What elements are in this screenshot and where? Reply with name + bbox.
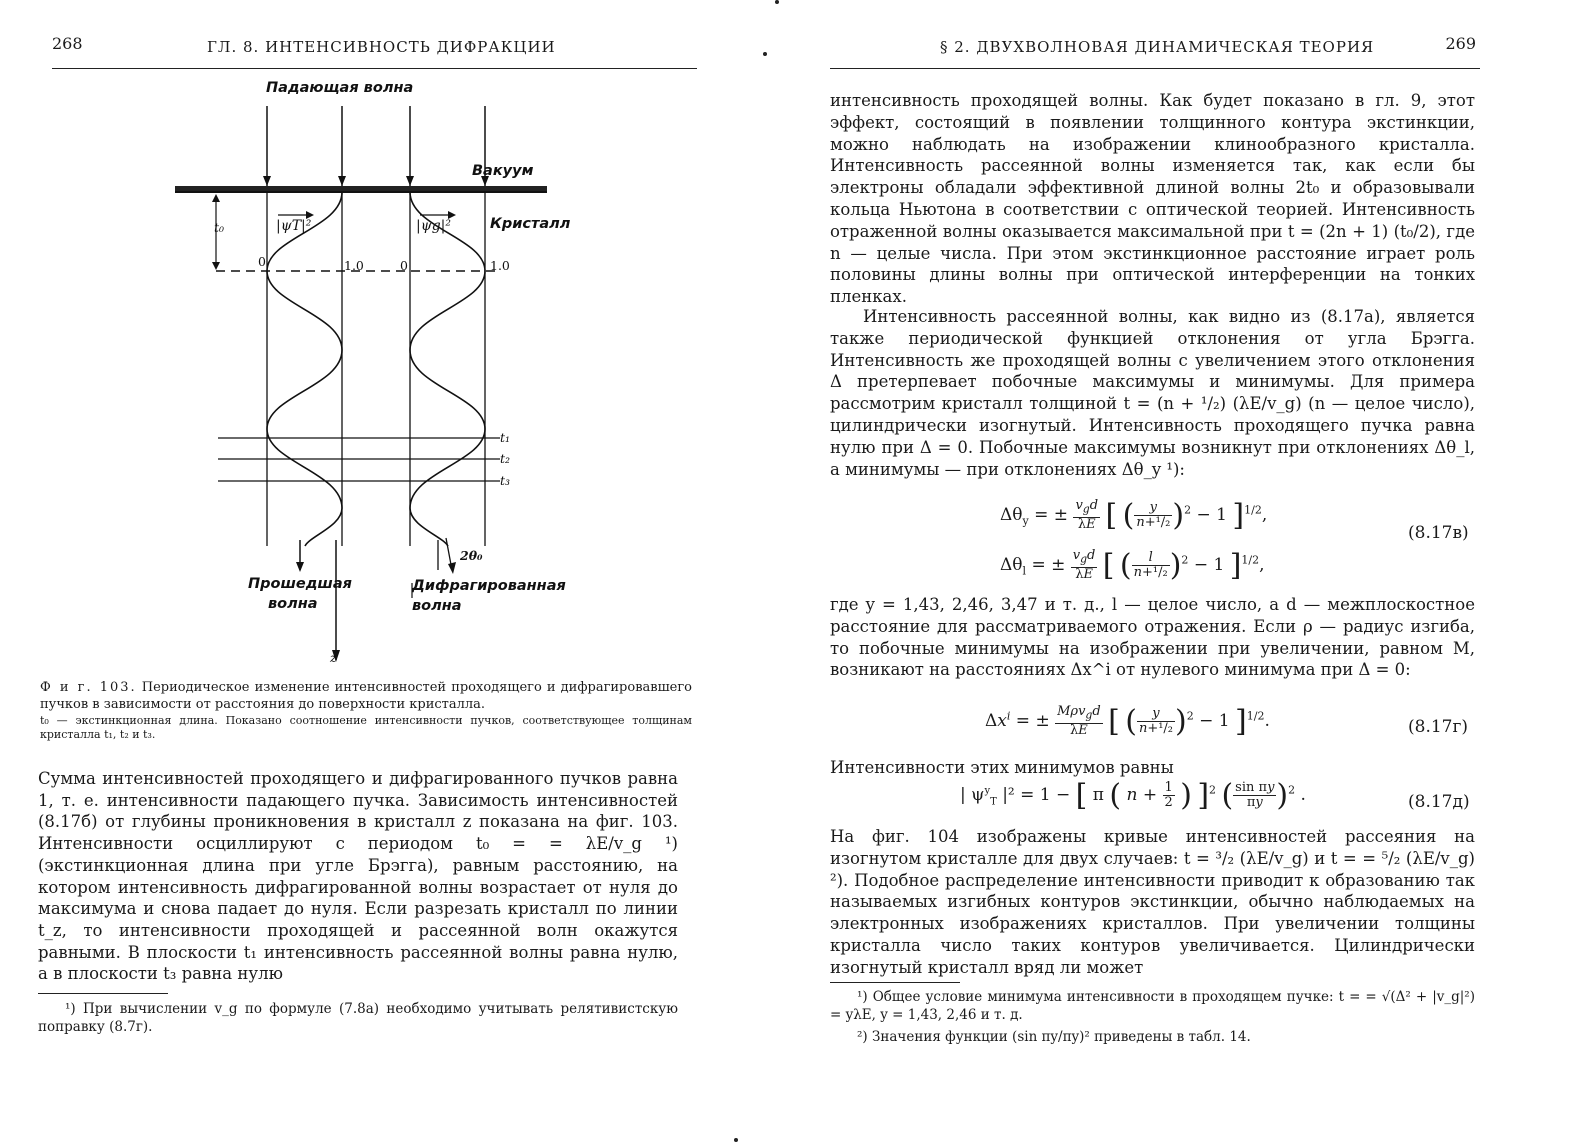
- right-paragraph-1: интенсивность проходящей волны. Как будет показано в гл. 9, этот эффект, состоящий в появлении толщинного контура экстинкции, можно наблюдать на изображении клинообразного кристалла. Интенсивность рассеянной волны изменяется так, как если бы электроны обладали эффективной длиной волны 2t₀ и образовывали кольца Ньютона в соответствии с оптической теорией. Интенсивность отраженной волны оказывается максимальной при t = (2n + 1) (t₀/2), где n — целые числа. При этом экстинкционное расстояние играет роль половины длины волны при оптической интерференции на тонких пленках.: [830, 91, 1475, 307]
- label-psi-g: |ψg|²: [416, 218, 451, 234]
- equation-8-17v: $\Delta\theta_y$ = ± $\frac{v_gd}{\lambda E}$ [ ( $\frac{y}{\text{n+¹/₂}}$ )$^2$ − 1 ]$^{1/2}$,: [1000, 498, 1268, 533]
- tick-1-right: 1.0: [490, 258, 510, 273]
- label-crystal: Кристалл: [490, 216, 571, 232]
- equation-8-17d: | $\psi^y_T$ |² = 1 − [ π ( n + $\frac{1}{2}$ ) ]$^2$ ( $\frac{\text{sin πy}}{\pi y}$ )$^2$ .: [960, 778, 1306, 813]
- right-footnote-1: ¹) Общее условие минимума интенсивности в проходящем пучке: t = = √(Δ² + |v_g|²) = yλE, y = 1,43, 2,46 и т. д.: [830, 989, 1475, 1023]
- equation-8-17v-second: $\Delta\theta_l$ = ± $\frac{v_gd}{\lambda E}$ [ ( $\frac{l}{\text{n+¹/₂}}$ )$^2$ − 1 ]$^{1/2}$,: [1000, 548, 1265, 583]
- equation-number-8-17d: (8.17д): [1408, 792, 1470, 812]
- left-page-number: 268: [52, 34, 83, 53]
- right-running-title: § 2. ДВУХВОЛНОВАЯ ДИНАМИЧЕСКАЯ ТЕОРИЯ: [940, 38, 1375, 56]
- label-transmitted-2: волна: [268, 596, 318, 612]
- tick-0-left: 0: [258, 254, 266, 269]
- label-t3: t₃: [500, 473, 511, 488]
- right-paragraph-4: Интенсивности этих минимумов равны: [830, 758, 1174, 777]
- equation-number-8-17g: (8.17г): [1408, 717, 1469, 737]
- label-2theta: 2θ₀: [460, 548, 483, 563]
- label-t2: t₂: [500, 451, 511, 466]
- label-diffracted-1: Дифрагированная: [412, 578, 566, 594]
- caption-sub: t₀ — экстинкционная длина. Показано соотношение интенсивности пучков, соответствующее толщинам кристалла t₁, t₂ и t₃.: [40, 714, 692, 741]
- left-footnote-rule: [38, 993, 168, 994]
- left-paragraph-1: Сумма интенсивностей проходящего и дифрагированного пучков равна 1, т. е. интенсивности падающего пучка. Зависимость интенсивностей (8.17б) от глубины проникновения в кристалл z показана на фиг. 103. Интенсивности осциллируют с периодом t₀ = = λE/v_g ¹) (экстинкционная длина при угле Брэгга), равным расстоянию, на котором интенсивность дифрагированной волны возрастает от нуля до максимума и снова падает до нуля. Если разрезать кристалл по линии t_z, то интенсивности проходящей и рассеянной волн окажутся равными. В плоскости t₁ интенсивность рассеянной волны равна нулю, а в плоскости t₃ равна нулю: [38, 769, 678, 984]
- caption-main: Периодическое изменение интенсивностей проходящего и дифрагировавшего пучков в зависимости от расстояния до поверхности кристалла.: [40, 680, 692, 712]
- label-transmitted-1: Прошедшая: [248, 576, 352, 592]
- scan-mark-gutter: [763, 52, 767, 56]
- right-page-number: 269: [1445, 34, 1476, 53]
- transmitted-intensity-curve: [267, 192, 342, 546]
- left-running-head: [52, 32, 697, 69]
- right-footnote-2: ²) Значения функции (sin πy/πy)² приведены в табл. 14.: [857, 1029, 1251, 1045]
- figure-caption: [40, 680, 692, 742]
- right-paragraph-2: Интенсивность рассеянной волны, как видно из (8.17а), является также периодической функцией отклонения от угла Брэгга. Интенсивность же проходящей волны с увеличением этого отклонения Δ претерпевает побочные максимумы и минимумы. Для примера рассмотрим кристалл толщиной t = (n + ¹/₂) (λE/v_g) (n — целое число), цилиндрически изогнутый. Интенсивность проходящего пучка равна нулю при Δ = 0. Побочные максимумы возникнут при отклонениях Δθ_l, а минимумы — при отклонениях Δθ_y ¹):: [830, 307, 1475, 479]
- right-footnote-rule: [830, 982, 960, 983]
- caption-label: Ф и г. 103.: [40, 680, 137, 695]
- left-footnote-1: ¹) При вычислении v_g по формуле (7.8а) необходимо учитывать релятивистскую поправку (8.7г).: [38, 1001, 678, 1035]
- tick-0-right: 0: [400, 258, 408, 273]
- label-t1: t₁: [500, 430, 511, 445]
- right-page: [785, 0, 1571, 1146]
- equation-8-17g: $\Delta x^i$ = ± $\frac{M\rho v_gd}{\lambda E}$ [ ( $\frac{y}{\text{n+¹/₂}}$ )$^2$ − 1 ]$^{1/2}$.: [985, 704, 1270, 739]
- label-vacuum: Вакуум: [472, 163, 534, 179]
- diffracted-intensity-curve: [410, 192, 485, 546]
- label-incident-wave: Падающая волна: [266, 80, 414, 96]
- right-paragraph-3: где y = 1,43, 2,46, 3,47 и т. д., l — целое число, а d — межплоскостное расстояние для рассматриваемого отражения. Если ρ — радиус изгиба, то побочные минимумы на изображении при увеличении, равном M, возникают на расстояниях Δx^i от нулевого минимума при Δ = 0:: [830, 595, 1475, 680]
- scan-mark-top: [775, 0, 779, 4]
- label-t0: t₀: [214, 220, 225, 235]
- tick-1-left: 1.0: [344, 258, 364, 273]
- left-page: [0, 0, 785, 1146]
- figure-103: [160, 78, 580, 678]
- right-paragraph-5: На фиг. 104 изображены кривые интенсивностей рассеяния на изогнутом кристалле для двух случаев: t = ³/₂ (λE/v_g) и t = = ⁵/₂ (λE/v_g) ²). Подобное распределение интенсивности приводит к образованию так называемых изгибных контуров экстинкции, обычно наблюдаемых на электронных изображениях кристаллов. При увеличении толщины кристалла число таких контуров увеличивается. Цилиндрически изогнутый кристалл вряд ли может: [830, 827, 1475, 977]
- label-z: z: [330, 650, 337, 665]
- left-running-title: ГЛ. 8. ИНТЕНСИВНОСТЬ ДИФРАКЦИИ: [207, 38, 556, 56]
- scan-mark-bottom: [734, 1138, 738, 1142]
- label-diffracted-2: волна: [412, 598, 462, 614]
- label-psi-t: |ψT|²: [276, 218, 312, 234]
- equation-number-8-17v: (8.17в): [1408, 523, 1469, 543]
- right-running-head: [830, 32, 1480, 69]
